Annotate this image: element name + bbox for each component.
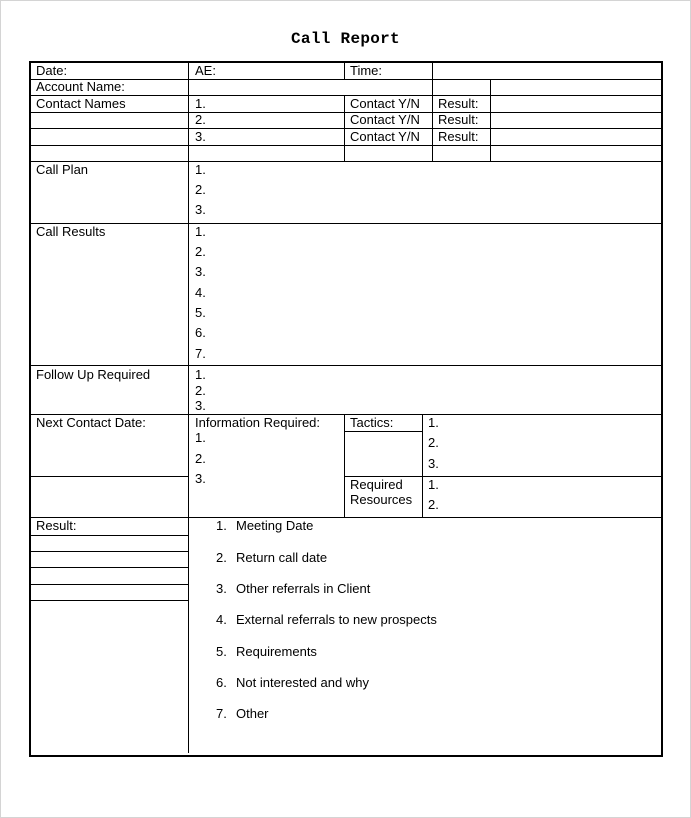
result-item-number: 4. [216,612,227,627]
follow-up-item: 1. [195,367,206,382]
contact-number: 2. [195,112,206,127]
result-item-text: Requirements [236,644,317,659]
column-divider [344,414,345,517]
result-item-number: 5. [216,644,227,659]
form-frame [29,61,663,757]
column-divider [344,95,345,161]
call-results-item: 4. [195,285,206,300]
result-line [31,584,189,585]
next-contact-date-label: Next Contact Date: [36,415,146,430]
result-item-text: External referrals to new prospects [236,612,437,627]
section-divider [31,517,661,518]
result-label: Result: [36,518,77,533]
contact-result-label: Result: [438,112,479,127]
tactics-item: 1. [428,415,439,430]
call-results-item: 3. [195,264,206,279]
row-divider [31,112,661,113]
column-divider [490,79,491,161]
follow-up-item: 3. [195,398,206,413]
call-results-item: 5. [195,305,206,320]
information-required-label: Information Required: [195,415,321,430]
result-item-number: 1. [216,518,227,533]
column-divider [432,63,433,80]
result-line [31,600,189,601]
result-item-number: 3. [216,581,227,596]
column-divider [422,414,423,517]
result-item-text: Return call date [236,550,328,565]
account-name-label: Account Name: [36,79,125,94]
information-item: 3. [195,471,206,486]
contact-yn-label: Contact Y/N [350,96,420,111]
row-divider [31,476,189,477]
contact-yn-label: Contact Y/N [350,112,420,127]
row-divider [31,161,661,162]
call-results-item: 2. [195,244,206,259]
tactics-label: Tactics: [350,415,394,430]
date-label: Date: [36,63,68,78]
result-item-number: 7. [216,706,227,721]
column-divider [188,63,189,753]
contact-names-label: Contact Names [36,96,126,111]
required-resources-label: Resources [350,492,413,507]
section-divider [31,365,661,366]
follow-up-item: 2. [195,383,206,398]
row-divider [31,79,661,80]
resources-item: 2. [428,497,439,512]
row-divider [31,128,661,129]
information-item: 2. [195,451,206,466]
contact-result-label: Result: [438,96,479,111]
result-item-text: Other referrals in Client [236,581,371,596]
contact-number: 1. [195,96,206,111]
result-item-number: 6. [216,675,227,690]
required-resources-label: Required [350,477,403,492]
result-item-text: Meeting Date [236,518,314,533]
contact-number: 3. [195,129,206,144]
information-item: 1. [195,430,206,445]
section-divider [31,223,661,224]
ae-label: AE: [195,63,216,78]
call-results-item: 7. [195,346,206,361]
call-results-label: Call Results [36,224,106,239]
result-item-text: Other [236,706,269,721]
call-plan-label: Call Plan [36,162,89,177]
result-item-text: Not interested and why [236,675,369,690]
page-title: Call Report [291,30,400,48]
result-line [31,535,189,536]
column-divider [432,79,433,161]
call-plan-item: 3. [195,202,206,217]
resources-item: 1. [428,477,439,492]
tactics-item: 2. [428,435,439,450]
row-divider [345,431,423,432]
call-results-item: 1. [195,224,206,239]
result-line [31,551,189,552]
call-plan-item: 1. [195,162,206,177]
call-results-item: 6. [195,325,206,340]
column-divider [344,63,345,80]
contact-yn-label: Contact Y/N [350,129,420,144]
time-label: Time: [350,63,383,78]
call-plan-item: 2. [195,182,206,197]
follow-up-label: Follow Up Required [36,367,151,382]
contact-result-label: Result: [438,129,479,144]
result-item-number: 2. [216,550,227,565]
row-divider [31,145,661,146]
result-line [31,567,189,568]
tactics-item: 3. [428,456,439,471]
